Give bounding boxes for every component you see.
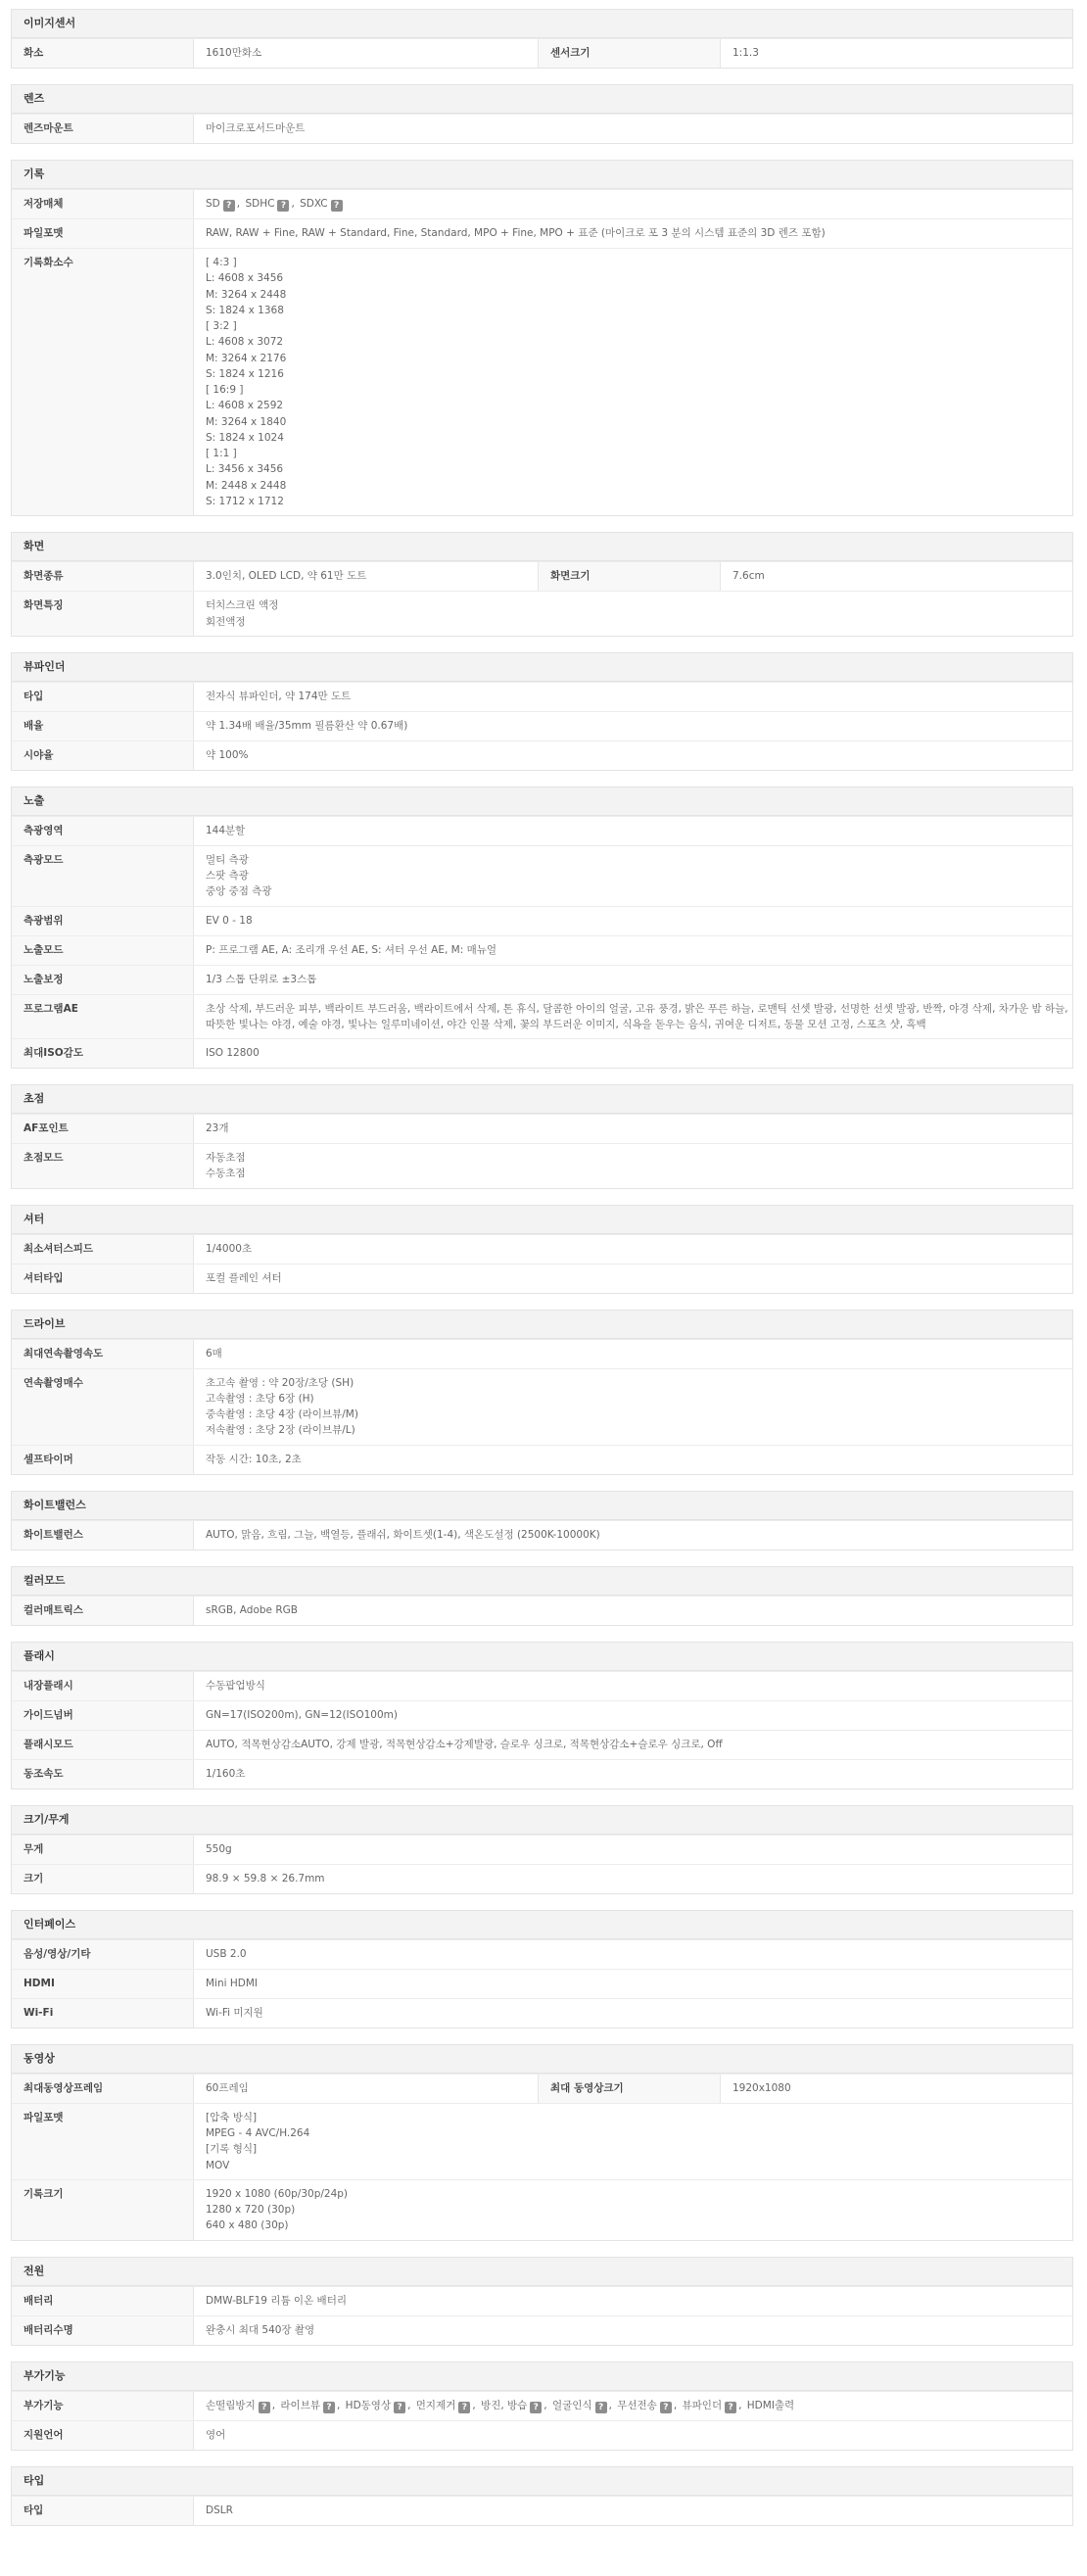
spec-value bbox=[721, 2075, 1072, 2103]
help-icon[interactable]: ? bbox=[660, 2402, 672, 2413]
spec-value-line: AUTO, 적목현상감소AUTO, 강제 발광, 적목현상감소+강제발광, 슬로우 싱크로, 적목현상감소+슬로우 싱크로, Off bbox=[206, 1738, 723, 1750]
section-title: 초점 bbox=[12, 1085, 1072, 1114]
spec-value bbox=[194, 562, 539, 591]
spec-value-line: 포컬 플레인 셔터 bbox=[206, 1271, 282, 1284]
spec-value-text: 무선전송 bbox=[617, 2399, 657, 2411]
spec-value-line: 1610만화소 bbox=[206, 47, 262, 59]
spec-value-text: HD동영상 bbox=[345, 2399, 392, 2411]
spec-value bbox=[194, 817, 1072, 845]
section-title: 플래시 bbox=[12, 1643, 1072, 1671]
help-icon[interactable]: ? bbox=[277, 200, 289, 212]
spec-value-line: 1/4000초 bbox=[206, 1242, 253, 1255]
spec-value bbox=[194, 1340, 1072, 1368]
spec-value-line: S: 1824 x 1024 bbox=[206, 431, 284, 444]
item-separator: , bbox=[472, 2399, 476, 2411]
spec-value-line: 스팟 측광 bbox=[206, 870, 249, 883]
spec-row bbox=[12, 2074, 1072, 2103]
section-title: 셔터 bbox=[12, 1206, 1072, 1234]
spec-row bbox=[12, 38, 1072, 68]
spec-row bbox=[12, 189, 1072, 218]
spec-value bbox=[194, 1760, 1072, 1789]
spec-value-item bbox=[481, 2400, 549, 2411]
spec-label: AF포인트 bbox=[12, 1115, 194, 1143]
spec-label: 최소셔터스피드 bbox=[12, 1235, 194, 1264]
section-title: 뷰파인더 bbox=[12, 653, 1072, 682]
help-icon[interactable]: ? bbox=[331, 200, 343, 212]
spec-value bbox=[194, 966, 1072, 994]
spec-row bbox=[12, 740, 1072, 770]
spec-value-line: 23개 bbox=[206, 1122, 229, 1135]
spec-row bbox=[12, 561, 1072, 591]
spec-value-line: 저속촬영 : 초당 2장 (라이브뷰/L) bbox=[206, 1424, 355, 1437]
spec-label: 최대 동영상크기 bbox=[539, 2075, 721, 2103]
spec-value-line: 6매 bbox=[206, 1347, 222, 1360]
spec-value bbox=[721, 39, 1072, 68]
spec-value-line: [ 4:3 ] bbox=[206, 257, 237, 268]
spec-row bbox=[12, 845, 1072, 906]
spec-row bbox=[12, 2103, 1072, 2179]
spec-value bbox=[194, 907, 1072, 935]
spec-value bbox=[194, 741, 1072, 770]
spec-value-text: SDXC bbox=[300, 198, 328, 210]
spec-value bbox=[194, 219, 1072, 248]
spec-value-line: M: 3264 x 2176 bbox=[206, 352, 287, 364]
spec-value-line: 마이크로포서드마운트 bbox=[206, 122, 306, 134]
spec-label: 최대연속촬영속도 bbox=[12, 1340, 194, 1368]
spec-label: 화면크기 bbox=[539, 562, 721, 591]
spec-label: Wi-Fi bbox=[12, 1999, 194, 2027]
spec-row bbox=[12, 2179, 1072, 2240]
spec-section bbox=[11, 652, 1073, 771]
spec-row bbox=[12, 2420, 1072, 2450]
spec-value bbox=[194, 1235, 1072, 1264]
spec-section bbox=[11, 2257, 1073, 2346]
spec-value bbox=[194, 2497, 1072, 2525]
spec-value-line: 초상 삭제, 부드러운 피부, 백라이트 부드러움, 백라이트에서 삭제, 톤 휴식, 달콤한 아이의 얼굴, 고유 풍경, 밝은 푸른 하늘, 로맨틱 선셋 발광, 선명한 선셋 발광, 반짝, 야경 삭제, 차가운 밤 하늘, 따뜻한 빛나는 야경, 예술 야경, 빛나는 일루미네이션, 야간 인물 삭제, 꽃의 부드러운 이미지, 식욕을 돋우는 음식, 귀여운 디저트, 동물 모션 고정, 스포츠 샷, 흑백 bbox=[206, 1002, 1068, 1030]
spec-section bbox=[11, 1491, 1073, 1550]
spec-value-text: 라이브뷰 bbox=[280, 2399, 320, 2411]
spec-section bbox=[11, 1910, 1073, 2028]
spec-row bbox=[12, 1939, 1072, 1969]
spec-section bbox=[11, 2361, 1073, 2451]
spec-label: 배터리수명 bbox=[12, 2316, 194, 2345]
spec-value bbox=[194, 1521, 1072, 1550]
spec-value-line: S: 1824 x 1216 bbox=[206, 367, 284, 380]
spec-value-line: 3.0인치, OLED LCD, 약 61만 도트 bbox=[206, 570, 367, 583]
spec-value-line: AUTO, 맑음, 흐림, 그늘, 백열등, 플래쉬, 화이트셋(1-4), 색온도설정 (2500K-10000K) bbox=[206, 1528, 600, 1541]
spec-value-line: GN=17(ISO200m), GN=12(ISO100m) bbox=[206, 1708, 398, 1721]
spec-value-line: M: 2448 x 2448 bbox=[206, 479, 287, 492]
spec-value bbox=[194, 995, 1072, 1039]
spec-row bbox=[12, 218, 1072, 248]
spec-value bbox=[194, 1446, 1072, 1474]
spec-row bbox=[12, 1368, 1072, 1445]
spec-label: 무게 bbox=[12, 1836, 194, 1864]
spec-row bbox=[12, 2496, 1072, 2525]
spec-section bbox=[11, 2466, 1073, 2526]
spec-row bbox=[12, 1114, 1072, 1143]
spec-value-line: RAW, RAW + Fine, RAW + Standard, Fine, Standard, MPO + Fine, MPO + 표준 (마이크로 포 3 분의 시스템 표준의 3D 렌즈 포함) bbox=[206, 227, 826, 239]
spec-value-line: [ 1:1 ] bbox=[206, 448, 237, 460]
spec-row bbox=[12, 1671, 1072, 1700]
spec-label: 내장플래시 bbox=[12, 1672, 194, 1700]
spec-value-line: 전자식 뷰파인더, 약 174만 도트 bbox=[206, 690, 352, 702]
spec-section bbox=[11, 1642, 1073, 1789]
spec-value bbox=[194, 592, 1072, 636]
section-title: 이미지센서 bbox=[12, 10, 1072, 38]
item-separator: , bbox=[544, 2399, 547, 2411]
spec-section bbox=[11, 1084, 1073, 1189]
spec-value-text: 먼지제거 bbox=[415, 2399, 456, 2411]
spec-value-line: [ 3:2 ] bbox=[206, 320, 237, 333]
spec-value-line: MPEG - 4 AVC/H.264 bbox=[206, 2126, 310, 2139]
spec-label: 렌즈마운트 bbox=[12, 115, 194, 143]
spec-row bbox=[12, 682, 1072, 711]
spec-label: 최대ISO감도 bbox=[12, 1039, 194, 1068]
spec-value-line: 60프레임 bbox=[206, 2081, 249, 2094]
item-separator: , bbox=[407, 2399, 411, 2411]
spec-value-line: [ 16:9 ] bbox=[206, 384, 244, 397]
spec-value bbox=[194, 712, 1072, 740]
spec-row bbox=[12, 248, 1072, 515]
spec-value-item bbox=[617, 2400, 679, 2411]
section-title: 타입 bbox=[12, 2467, 1072, 2496]
section-title: 컬러모드 bbox=[12, 1567, 1072, 1596]
spec-row bbox=[12, 1143, 1072, 1188]
spec-value bbox=[194, 1970, 1072, 1998]
spec-value-line: MOV bbox=[206, 2159, 230, 2171]
spec-value bbox=[194, 2316, 1072, 2345]
spec-label: 측광모드 bbox=[12, 846, 194, 906]
spec-value-line: M: 3264 x 1840 bbox=[206, 415, 287, 428]
spec-row bbox=[12, 1264, 1072, 1293]
section-title: 동영상 bbox=[12, 2045, 1072, 2074]
spec-label: 부가기능 bbox=[12, 2392, 194, 2420]
spec-label: 타입 bbox=[12, 2497, 194, 2525]
item-separator: , bbox=[608, 2399, 612, 2411]
help-icon[interactable]: ? bbox=[595, 2402, 607, 2413]
spec-label: 파일포맷 bbox=[12, 219, 194, 248]
spec-value-line: 자동초점 bbox=[206, 1152, 246, 1165]
spec-row bbox=[12, 2286, 1072, 2315]
spec-value-line: Wi-Fi 미지원 bbox=[206, 2006, 263, 2019]
spec-value-text: 방진, 방습 bbox=[481, 2399, 528, 2411]
help-icon[interactable]: ? bbox=[394, 2402, 405, 2413]
spec-value bbox=[194, 39, 539, 68]
spec-value-line: S: 1824 x 1368 bbox=[206, 304, 284, 316]
spec-row bbox=[12, 591, 1072, 636]
spec-row bbox=[12, 1520, 1072, 1550]
spec-label: 연속촬영매수 bbox=[12, 1369, 194, 1445]
spec-value-line: 1920 x 1080 (60p/30p/24p) bbox=[206, 2187, 349, 2200]
spec-section bbox=[11, 1205, 1073, 1294]
spec-section bbox=[11, 532, 1073, 637]
spec-value bbox=[194, 1115, 1072, 1143]
help-icon[interactable]: ? bbox=[259, 2402, 270, 2413]
spec-value-line: L: 3456 x 3456 bbox=[206, 463, 284, 476]
spec-row bbox=[12, 1864, 1072, 1893]
item-separator: , bbox=[236, 198, 241, 210]
spec-value-item bbox=[552, 2400, 614, 2411]
spec-value bbox=[194, 936, 1072, 965]
spec-label: 음성/영상/기타 bbox=[12, 1940, 194, 1969]
spec-label: 지원언어 bbox=[12, 2421, 194, 2450]
spec-row bbox=[12, 1339, 1072, 1368]
spec-value-line: 터치스크린 액정 bbox=[206, 599, 279, 612]
spec-label: 배율 bbox=[12, 712, 194, 740]
spec-row bbox=[12, 1234, 1072, 1264]
spec-value-item bbox=[747, 2400, 794, 2411]
spec-row bbox=[12, 816, 1072, 845]
spec-value-line: 작동 시간: 10초, 2초 bbox=[206, 1453, 302, 1465]
spec-value-item bbox=[346, 2400, 413, 2411]
spec-label: 셔터타입 bbox=[12, 1264, 194, 1293]
section-title: 인터페이스 bbox=[12, 1911, 1072, 1939]
spec-value-line: 144분할 bbox=[206, 824, 246, 836]
help-icon[interactable]: ? bbox=[530, 2402, 542, 2413]
spec-value-line: 1/160초 bbox=[206, 1767, 246, 1780]
spec-row bbox=[12, 1445, 1072, 1474]
spec-value bbox=[194, 2287, 1072, 2315]
spec-value-item bbox=[206, 2400, 277, 2411]
spec-label: 노출모드 bbox=[12, 936, 194, 965]
spec-row bbox=[12, 994, 1072, 1039]
spec-value-line: 초고속 촬영 : 약 20장/초당 (SH) bbox=[206, 1376, 354, 1389]
spec-value-line: L: 4608 x 3072 bbox=[206, 336, 284, 349]
spec-value-line: [기록 형식] bbox=[206, 2143, 258, 2156]
spec-label: 플래시모드 bbox=[12, 1731, 194, 1759]
spec-value bbox=[194, 1369, 1072, 1445]
section-title: 크기/무게 bbox=[12, 1806, 1072, 1835]
spec-value bbox=[194, 115, 1072, 143]
spec-value-line: M: 3264 x 2448 bbox=[206, 288, 287, 301]
spec-value bbox=[194, 2421, 1072, 2450]
spec-label: 크기 bbox=[12, 1865, 194, 1893]
spec-row bbox=[12, 1730, 1072, 1759]
spec-value-line: sRGB, Adobe RGB bbox=[206, 1603, 298, 1616]
spec-label: 측광영역 bbox=[12, 817, 194, 845]
spec-section bbox=[11, 787, 1073, 1069]
spec-value-line: 7.6cm bbox=[733, 570, 765, 583]
spec-table bbox=[11, 9, 1073, 2526]
spec-value bbox=[194, 2075, 539, 2103]
spec-value-line: 1280 x 720 (30p) bbox=[206, 2204, 296, 2217]
spec-value-line: 회전액정 bbox=[206, 615, 246, 628]
spec-value bbox=[194, 1597, 1072, 1625]
spec-value-line: P: 프로그램 AE, A: 조리개 우선 AE, S: 셔터 우선 AE, M: 매뉴얼 bbox=[206, 943, 497, 956]
spec-section bbox=[11, 1805, 1073, 1894]
spec-row bbox=[12, 906, 1072, 935]
spec-label: 화면종류 bbox=[12, 562, 194, 591]
spec-value-text: 뷰파인더 bbox=[682, 2399, 723, 2411]
spec-label: 가이드넘버 bbox=[12, 1701, 194, 1730]
spec-section bbox=[11, 1566, 1073, 1626]
spec-section bbox=[11, 9, 1073, 69]
section-title: 렌즈 bbox=[12, 85, 1072, 114]
spec-value-text: HDMI출력 bbox=[746, 2399, 795, 2411]
spec-value-line: 1:1.3 bbox=[733, 47, 759, 59]
spec-section bbox=[11, 2044, 1073, 2241]
section-title: 전원 bbox=[12, 2258, 1072, 2286]
spec-value-line: 중속촬영 : 초당 4장 (라이브뷰/M) bbox=[206, 1408, 358, 1421]
help-icon[interactable]: ? bbox=[323, 2402, 335, 2413]
spec-value bbox=[194, 1865, 1072, 1893]
spec-value-item bbox=[206, 198, 242, 210]
spec-value-line: 550g bbox=[206, 1842, 232, 1855]
section-title: 화면 bbox=[12, 533, 1072, 561]
spec-value-line: DSLR bbox=[206, 2504, 233, 2516]
section-title: 노출 bbox=[12, 787, 1072, 816]
spec-row bbox=[12, 1969, 1072, 1998]
spec-row bbox=[12, 2391, 1072, 2420]
spec-row bbox=[12, 1759, 1072, 1789]
section-title: 부가기능 bbox=[12, 2362, 1072, 2391]
spec-value bbox=[194, 846, 1072, 906]
spec-value-text: 손떨림방지 bbox=[206, 2399, 256, 2411]
spec-value bbox=[194, 2104, 1072, 2179]
spec-value-line: EV 0 - 18 bbox=[206, 914, 253, 927]
spec-value bbox=[194, 1940, 1072, 1969]
spec-row bbox=[12, 1596, 1072, 1625]
spec-value-line: Mini HDMI bbox=[206, 1977, 259, 1989]
spec-value bbox=[194, 2392, 1072, 2420]
spec-value-line: [압축 방식] bbox=[206, 2111, 258, 2123]
spec-label: 센서크기 bbox=[539, 39, 721, 68]
spec-value-line: 영어 bbox=[206, 2428, 226, 2441]
spec-label: 프로그램AE bbox=[12, 995, 194, 1039]
spec-value-line: 1920x1080 bbox=[733, 2081, 791, 2094]
spec-label: HDMI bbox=[12, 1970, 194, 1998]
spec-row bbox=[12, 1998, 1072, 2027]
section-title: 화이트밸런스 bbox=[12, 1492, 1072, 1520]
section-title: 기록 bbox=[12, 161, 1072, 189]
spec-value bbox=[194, 1672, 1072, 1700]
spec-value bbox=[194, 249, 1072, 515]
spec-value bbox=[194, 2180, 1072, 2240]
spec-label: 셀프타이머 bbox=[12, 1446, 194, 1474]
spec-value-line: ISO 12800 bbox=[206, 1047, 260, 1060]
spec-label: 화소 bbox=[12, 39, 194, 68]
spec-value-item bbox=[245, 198, 296, 210]
spec-value-line: 수동팝업방식 bbox=[206, 1679, 265, 1692]
spec-label: 기록화소수 bbox=[12, 249, 194, 515]
help-icon[interactable]: ? bbox=[725, 2402, 736, 2413]
spec-value-line: 멀티 측광 bbox=[206, 853, 249, 866]
spec-label: 노출보정 bbox=[12, 966, 194, 994]
spec-value bbox=[194, 683, 1072, 711]
spec-row bbox=[12, 1038, 1072, 1068]
spec-value-item bbox=[683, 2400, 744, 2411]
spec-row bbox=[12, 965, 1072, 994]
item-separator: , bbox=[291, 198, 295, 210]
spec-row bbox=[12, 2315, 1072, 2345]
spec-value bbox=[194, 190, 1072, 218]
spec-label: 기록크기 bbox=[12, 2180, 194, 2240]
spec-label: 파일포맷 bbox=[12, 2104, 194, 2179]
spec-value-text: SD bbox=[206, 198, 220, 210]
spec-value bbox=[194, 1999, 1072, 2027]
help-icon[interactable]: ? bbox=[458, 2402, 470, 2413]
spec-label: 컬러매트릭스 bbox=[12, 1597, 194, 1625]
spec-value-item bbox=[280, 2400, 342, 2411]
spec-value bbox=[194, 1731, 1072, 1759]
spec-label: 측광범위 bbox=[12, 907, 194, 935]
spec-value-item bbox=[416, 2400, 478, 2411]
spec-value-line: S: 1712 x 1712 bbox=[206, 495, 284, 507]
spec-value-line: 640 x 480 (30p) bbox=[206, 2219, 289, 2232]
spec-value-line: L: 4608 x 2592 bbox=[206, 400, 284, 412]
spec-value bbox=[194, 1836, 1072, 1864]
spec-value-line: L: 4608 x 3456 bbox=[206, 272, 284, 285]
spec-section bbox=[11, 1310, 1073, 1475]
spec-row bbox=[12, 711, 1072, 740]
spec-value-line: 1/3 스톱 단위로 ±3스톱 bbox=[206, 973, 317, 985]
section-title: 드라이브 bbox=[12, 1311, 1072, 1339]
spec-label: 시야율 bbox=[12, 741, 194, 770]
spec-value bbox=[194, 1701, 1072, 1730]
spec-value-text: 얼굴인식 bbox=[551, 2399, 592, 2411]
item-separator: , bbox=[271, 2399, 276, 2411]
spec-label: 최대동영상프레임 bbox=[12, 2075, 194, 2103]
spec-label: 배터리 bbox=[12, 2287, 194, 2315]
spec-value-item bbox=[300, 198, 345, 210]
spec-value-line: USB 2.0 bbox=[206, 1947, 247, 1960]
spec-value-line: DMW-BLF19 리튬 이온 배터리 bbox=[206, 2294, 347, 2307]
spec-value-text: SDHC bbox=[245, 198, 275, 210]
spec-label: 화면특징 bbox=[12, 592, 194, 636]
item-separator: , bbox=[336, 2399, 341, 2411]
spec-row bbox=[12, 114, 1072, 143]
spec-label: 화이트밸런스 bbox=[12, 1521, 194, 1550]
spec-label: 저장매체 bbox=[12, 190, 194, 218]
spec-section bbox=[11, 160, 1073, 516]
spec-row bbox=[12, 1835, 1072, 1864]
item-separator: , bbox=[738, 2399, 742, 2411]
item-separator: , bbox=[673, 2399, 678, 2411]
spec-section bbox=[11, 84, 1073, 144]
help-icon[interactable]: ? bbox=[223, 200, 235, 212]
spec-value-line: 중앙 중점 측광 bbox=[206, 885, 272, 898]
spec-value bbox=[194, 1144, 1072, 1188]
spec-value-line: 수동초점 bbox=[206, 1168, 246, 1180]
spec-value-line: 고속촬영 : 초당 6장 (H) bbox=[206, 1392, 314, 1405]
spec-value bbox=[194, 1264, 1072, 1293]
spec-label: 타입 bbox=[12, 683, 194, 711]
spec-value bbox=[194, 1039, 1072, 1068]
spec-value bbox=[721, 562, 1072, 591]
spec-value-line: 완충시 최대 540장 촬영 bbox=[206, 2323, 315, 2336]
spec-label: 동조속도 bbox=[12, 1760, 194, 1789]
spec-label: 초점모드 bbox=[12, 1144, 194, 1188]
spec-row bbox=[12, 935, 1072, 965]
spec-value-line: 약 100% bbox=[206, 748, 249, 761]
spec-row bbox=[12, 1700, 1072, 1730]
spec-value-line: 98.9 × 59.8 × 26.7mm bbox=[206, 1872, 325, 1884]
spec-value-line: 약 1.34배 배율/35mm 필름환산 약 0.67배) bbox=[206, 719, 408, 732]
